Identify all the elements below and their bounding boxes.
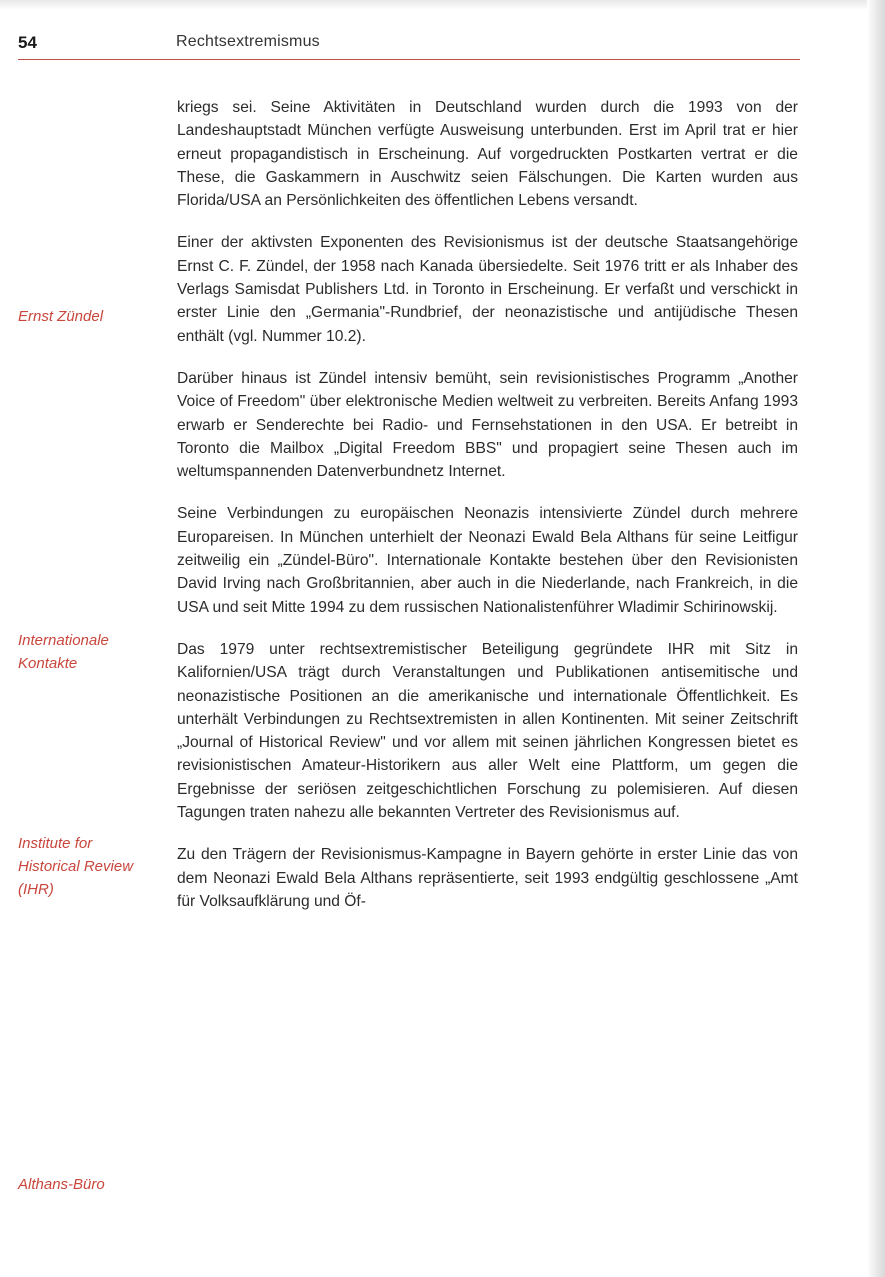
header-rule [18, 59, 800, 60]
paragraph: Darüber hinaus ist Zündel intensiv bemüht, sein revisionistisches Programm „Another Voice of Freedom" über elektronische Medien weltweit zu verbreiten. Bereits Anfang 1993 erwarb er Senderechte bei Radio- und Fernsehstationen in den USA. Er betreibt in Toronto die Mailbox „Digital Freedom BBS" und propagiert seine Thesen auch im weltumspannenden Datenverbundnetz Internet. [177, 369, 798, 481]
page-edge-shadow [867, 0, 885, 1277]
body-text [177, 96, 798, 932]
page-number: 54 [18, 33, 37, 52]
margin-note-internationale-kontakte: Internationale Kontakte [18, 632, 109, 672]
running-title: Rechtsextremismus [176, 33, 320, 50]
page-header [18, 30, 800, 60]
paragraph: Einer der aktivsten Exponenten des Revisionismus ist der deutsche Staatsangehörige Ernst C. F. Zündel, der 1958 nach Kanada übersiedelte. Seit 1976 tritt er als Inhaber des Verlags Samisdat Publishers Ltd. in Toronto in Erscheinung. Er verfaßt und verschickt in erster Linie den „Germania"-Rundbrief, der neonazistische und antijüdische Thesen enthält (vgl. Nummer 10.2). [177, 234, 798, 345]
paragraph: Das 1979 unter rechtsextremistischer Beteiligung gegründete IHR mit Sitz in Kalifornien/USA trägt durch Veranstaltungen und Publikationen antisemitische und neonazistische Positionen an die amerikanische und internationale Öffentlichkeit. Es unterhält Verbindungen zu Rechtsextremisten in allen Kontinenten. Mit seiner Zeitschrift „Journal of Historical Review" und vor allem mit seinen jährlichen Kongressen bietet es revisionistischen Amateur-Historikern aus aller Welt eine Plattform, um gegen die Ergebnisse der seriösen zeitgeschichtlichen Forschung zu polemisieren. Auf diesen Tagungen traten nahezu alle bekannten Vertreter des Revisionismus auf. [177, 640, 798, 822]
paragraph: kriegs sei. Seine Aktivitäten in Deutschland wurden durch die 1993 von der Landeshauptstadt München verfügte Ausweisung unterbunden. Erst im April trat er hier erneut propagandistisch in Erscheinung. Auf vorgedruckten Postkarten vertrat er die These, die Gaskammern in Auschwitz seien Fälschungen. Die Karten wurden aus Florida/USA an Persönlichkeiten des öffentlichen Lebens versandt. [177, 99, 798, 210]
margin-note-althans-buero: Althans-Büro [18, 1176, 105, 1193]
paragraph: Seine Verbindungen zu europäischen Neonazis intensivierte Zündel durch mehrere Europareisen. In München unterhielt der Neonazi Ewald Bela Althans für seine Leitfigur zeitweilig ein „Zündel-Büro". Internationale Kontakte bestehen über den Revisionisten David Irving nach Großbritannien, aber auch in die Niederlande, nach Frankreich, in die USA und seit Mitte 1994 zu dem russischen Nationalistenführer Wladimir Schirinowskij. [177, 505, 798, 616]
paragraph: Zu den Trägern der Revisionismus-Kampagne in Bayern gehörte in erster Linie das von dem Neonazi Ewald Bela Althans repräsentierte, seit 1993 endgültig geschlossene „Amt für Volksaufklärung und Öf- [177, 846, 798, 910]
page-top-shadow [0, 0, 885, 10]
margin-note-ihr: Institute for Historical Review (IHR) [18, 835, 134, 898]
margin-note-ernst-zundel: Ernst Zündel [18, 308, 104, 325]
